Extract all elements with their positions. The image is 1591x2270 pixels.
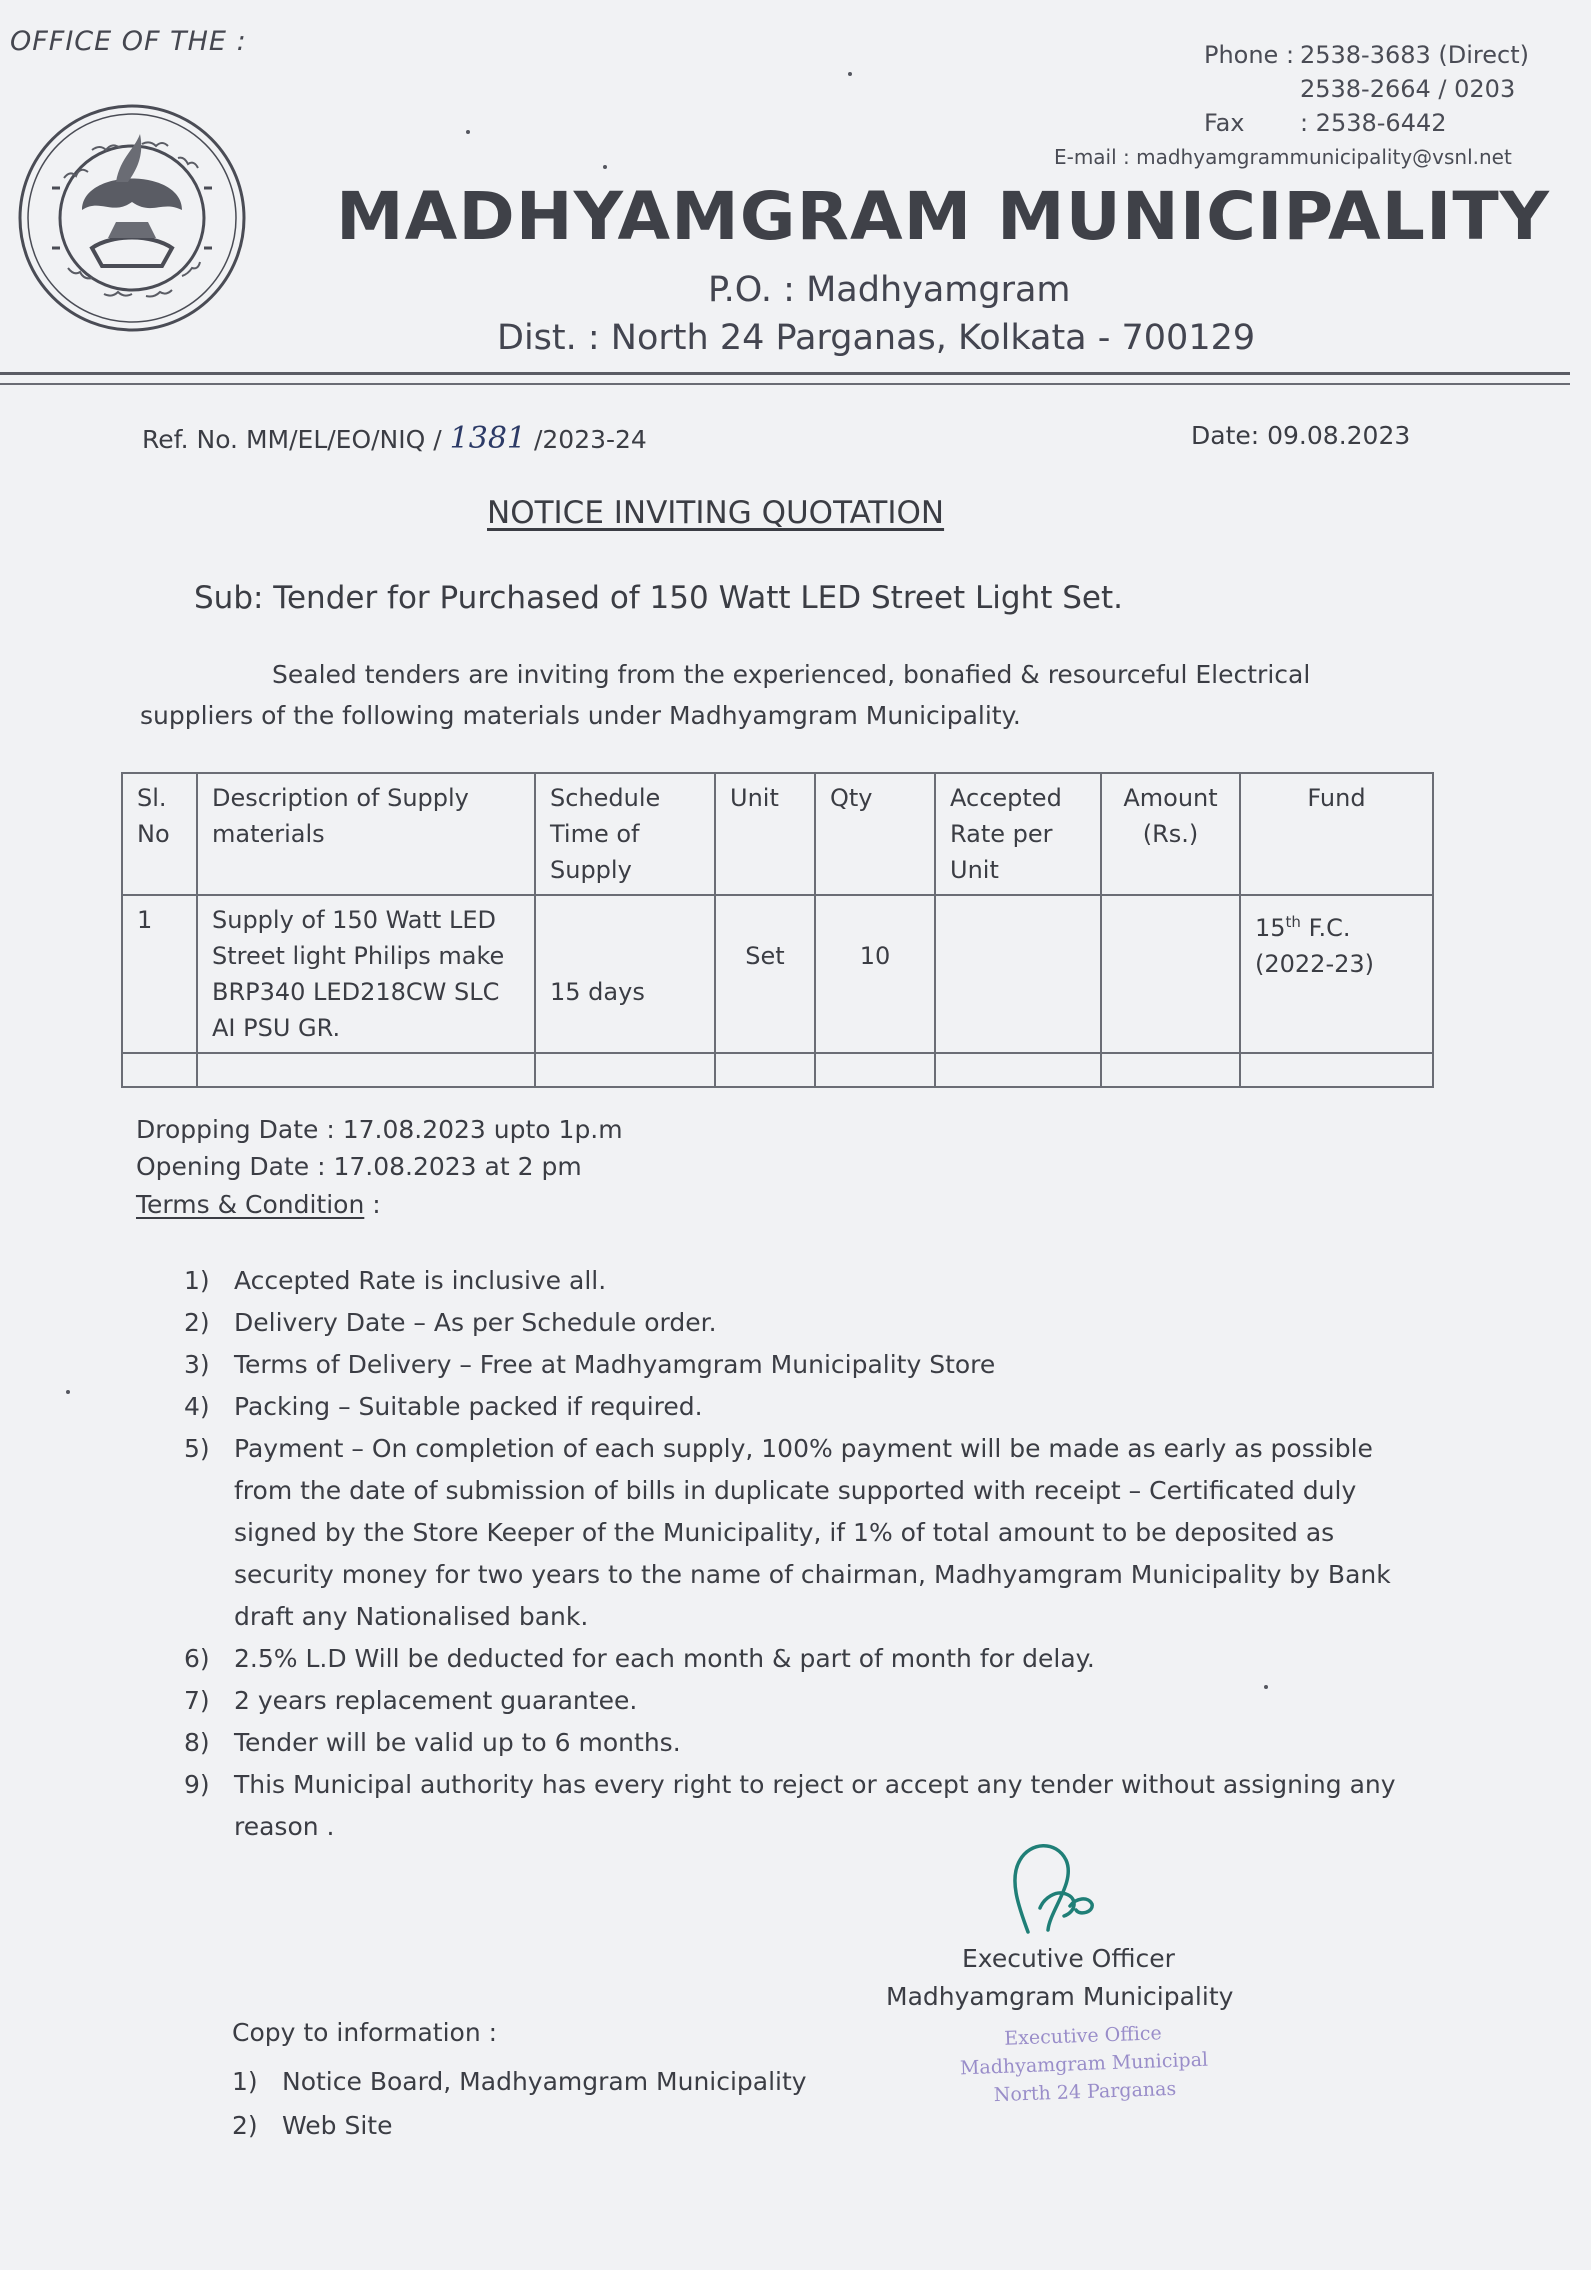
copy-heading: Copy to information : bbox=[232, 2018, 498, 2047]
cell-description: Supply of 150 Watt LED Street light Philips make BRP340 LED218CW SLC AI PSU GR. bbox=[197, 895, 535, 1053]
list-item: 1) Notice Board, Madhyamgram Municipality bbox=[232, 2067, 807, 2096]
cell-unit: Set bbox=[715, 895, 815, 1053]
list-item: 5) Payment – On completion of each supply, 100% payment will be made as early as possible from the date of submission of bills in duplicate supported with receipt – Certificated duly signed by the Store Keeper of the Municipality, if 1% of total amount to be deposited as security money for two years to the name of chairman, Madhyamgram Municipality by Bank draft any Nationalised bank. bbox=[184, 1434, 1391, 1631]
fax-row bbox=[1204, 106, 1529, 140]
official-stamp: Executive Office Madhyamgram Municipal North 24 Parganas bbox=[959, 2022, 1209, 2107]
terms-list bbox=[184, 1260, 1409, 1848]
office-label: OFFICE OF THE : bbox=[10, 26, 247, 57]
table-row bbox=[122, 895, 1433, 1053]
list-item: 8) Tender will be valid up to 6 months. bbox=[184, 1728, 681, 1757]
list-item: 9) This Municipal authority has every right to reject or accept any tender without assigning any reason . bbox=[184, 1770, 1396, 1841]
municipality-seal-icon bbox=[12, 98, 252, 338]
header-divider-2 bbox=[0, 383, 1570, 385]
fax-number: : 2538-6442 bbox=[1299, 109, 1447, 137]
header-fund: Fund bbox=[1240, 773, 1433, 895]
opening-date: Opening Date : 17.08.2023 at 2 pm bbox=[136, 1152, 582, 1181]
fax-label: Fax bbox=[1203, 109, 1245, 137]
scan-speck bbox=[466, 130, 470, 134]
header-rate: Accepted Rate per Unit bbox=[935, 773, 1101, 895]
list-item: 2) Delivery Date – As per Schedule order. bbox=[184, 1308, 717, 1337]
list-item: 7) 2 years replacement guarantee. bbox=[184, 1686, 638, 1715]
phone-direct: 2538-3683 (Direct) bbox=[1299, 41, 1529, 69]
phone-row bbox=[1204, 38, 1529, 72]
table-row-empty bbox=[122, 1053, 1433, 1087]
header-qty: Qty bbox=[815, 773, 935, 895]
scan-speck bbox=[848, 72, 852, 76]
header-sl-no: Sl. No bbox=[122, 773, 197, 895]
intro-line-1: Sealed tenders are inviting from the experienced, bonafied & resourceful Electrical bbox=[272, 660, 1311, 689]
cell-sl: 1 bbox=[122, 895, 197, 1053]
cell-rate bbox=[935, 895, 1101, 1053]
district-address: Dist. : North 24 Parganas, Kolkata - 700129 bbox=[497, 318, 1256, 358]
intro-line-2: suppliers of the following materials under Madhyamgram Municipality. bbox=[140, 701, 1021, 730]
signatory-title: Executive Officer bbox=[962, 1944, 1175, 1973]
list-item: 2) Web Site bbox=[232, 2111, 393, 2140]
list-item: 3) Terms of Delivery – Free at Madhyamgram Municipality Store bbox=[184, 1350, 996, 1379]
subject-line: Sub: Tender for Purchased of 150 Watt LED Street Light Set. bbox=[194, 580, 1124, 616]
list-item: 4) Packing – Suitable packed if required. bbox=[184, 1392, 703, 1421]
email-address: E-mail : madhyamgrammunicipality@vsnl.net bbox=[1053, 145, 1512, 169]
cell-schedule: 15 days bbox=[535, 895, 715, 1053]
terms-colon: : bbox=[364, 1190, 381, 1219]
header-unit: Unit bbox=[715, 773, 815, 895]
ref-handwritten-number: 1381 bbox=[449, 421, 526, 456]
terms-heading: Terms & Condition bbox=[136, 1190, 365, 1219]
header-amount: Amount (Rs.) bbox=[1101, 773, 1240, 895]
scan-speck bbox=[603, 165, 607, 169]
dropping-date: Dropping Date : 17.08.2023 upto 1p.m bbox=[136, 1115, 623, 1144]
ref-prefix: Ref. No. MM/EL/EO/NIQ / bbox=[142, 425, 442, 454]
phone-label: Phone : bbox=[1203, 41, 1295, 69]
scan-speck bbox=[66, 1390, 70, 1394]
header-divider bbox=[0, 372, 1570, 375]
list-item: 6) 2.5% L.D Will be deducted for each month & part of month for delay. bbox=[184, 1644, 1095, 1673]
cell-amount bbox=[1101, 895, 1240, 1053]
terms-heading-line bbox=[136, 1190, 381, 1219]
phone-row-2 bbox=[1204, 72, 1529, 106]
reference-number bbox=[142, 421, 647, 456]
notice-date: Date: 09.08.2023 bbox=[1191, 421, 1411, 450]
signatory-org: Madhyamgram Municipality bbox=[886, 1982, 1234, 2011]
ref-suffix: /2023-24 bbox=[533, 425, 647, 454]
signature-icon bbox=[880, 1820, 1380, 1940]
org-name: MADHYAMGRAM MUNICIPALITY bbox=[336, 178, 1550, 255]
quotation-table bbox=[121, 772, 1434, 1088]
header-description: Description of Supply materials bbox=[197, 773, 535, 895]
list-item: 1) Accepted Rate is inclusive all. bbox=[184, 1266, 607, 1295]
table-header-row bbox=[122, 773, 1433, 895]
cell-fund: 15th F.C. (2022-23) bbox=[1240, 895, 1433, 1053]
email-row bbox=[1053, 140, 1529, 174]
phone-other: 2538-2664 / 0203 bbox=[1299, 75, 1516, 103]
notice-title: NOTICE INVITING QUOTATION bbox=[487, 495, 945, 531]
scan-speck bbox=[1264, 1685, 1268, 1689]
copy-list bbox=[232, 2060, 807, 2148]
cell-qty: 10 bbox=[815, 895, 935, 1053]
header-schedule: Schedule Time of Supply bbox=[535, 773, 715, 895]
contact-block bbox=[1053, 38, 1529, 174]
po-address: P.O. : Madhyamgram bbox=[708, 270, 1071, 310]
